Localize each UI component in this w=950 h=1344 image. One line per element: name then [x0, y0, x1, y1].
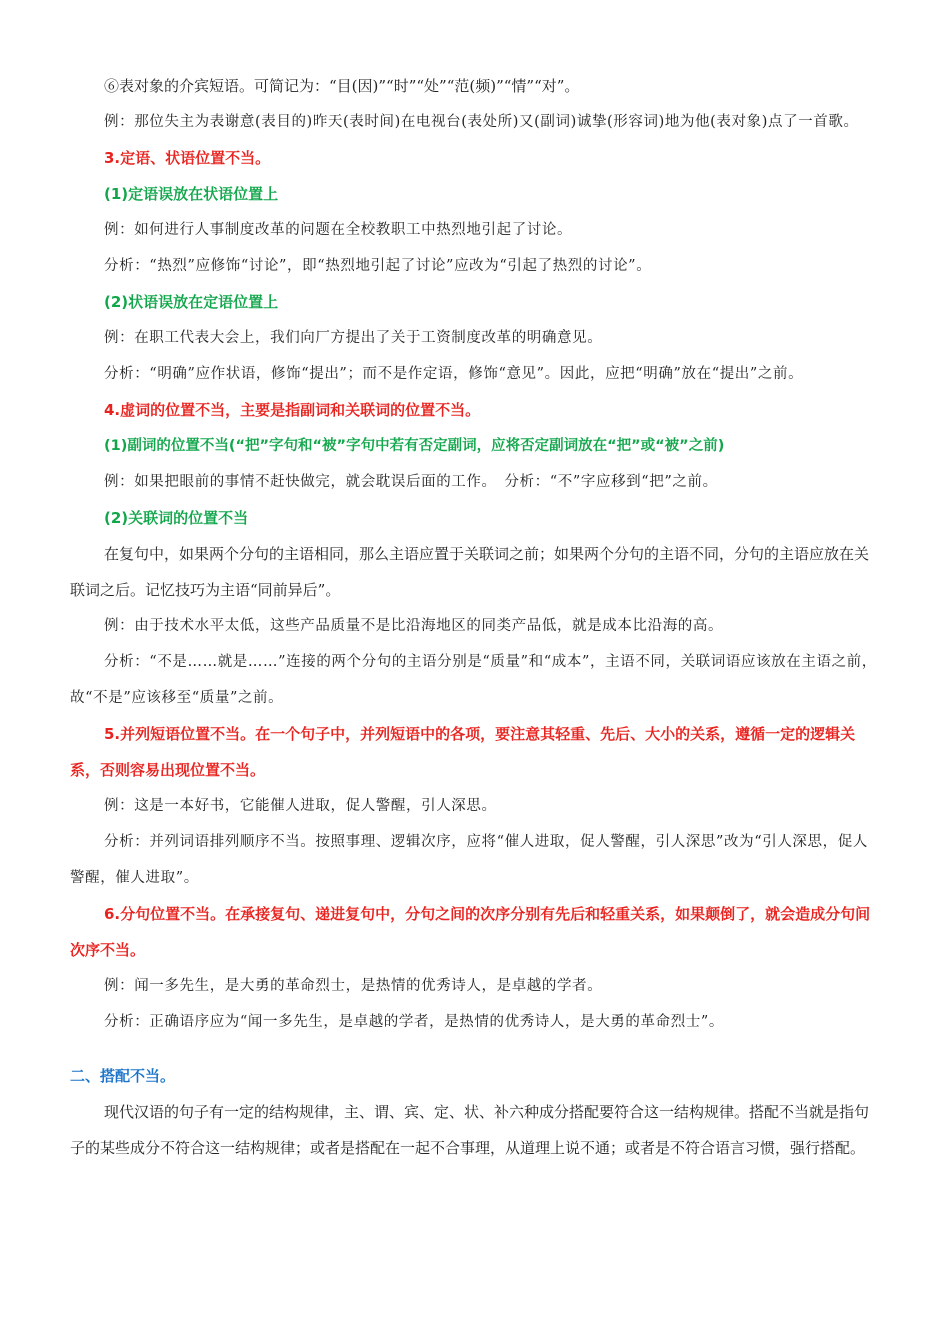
subheading-4-2: (2)关联词的位置不当 — [104, 509, 249, 527]
example-line: 例：这是一本好书，它能催人进取，促人警醒，引人深思。 — [104, 798, 497, 814]
example-line: 例：那位失主为表谢意(表目的)昨天(表时间)在电视台(表处所)又(副词)诚挚(形容词)地为他(表对象)点了一首歌。 — [104, 114, 859, 130]
body-paragraph: 现代汉语的句子有一定的结构规律，主、谓、宾、定、状、补六种成分搭配要符合这一结构规律。搭配不当就是指句子的某些成分不符合这一结构规律；或者是搭配在一起不合事理，从道理上说不通；或者是不符合语言习惯，强行搭配。 — [70, 1103, 870, 1157]
analysis-line: 分析：并列词语排列顺序不当。按照事理、逻辑次序，应将“催人进取，促人警醒，引人深思”改为“引人深思，促人警醒，催人进取”。 — [70, 834, 868, 886]
text-line: ⑥表对象的介宾短语。可简记为：“目(因)”“时”“处”“范(频)”“情”“对”。 — [104, 77, 580, 95]
section-heading-2: 二、搭配不当。 — [70, 1067, 176, 1085]
heading-6: 6.分句位置不当。在承接复句、递进复句中，分句之间的次序分别有先后和轻重关系，如果颠倒了，就会造成分句间次序不当。 — [70, 905, 871, 959]
body-paragraph: 在复句中，如果两个分句的主语相同，那么主语应置于关联词之前；如果两个分句的主语不同，分句的主语应放在关联词之后。记忆技巧为主语“同前异后”。 — [70, 545, 870, 599]
subheading-4-1: (1)副词的位置不当(“把”字句和“被”字句中若有否定副词，应将否定副词放在“把”或“被”之前) — [104, 438, 725, 454]
heading-4: 4.虚词的位置不当，主要是指副词和关联词的位置不当。 — [104, 401, 481, 419]
example-line: 例：如何进行人事制度改革的问题在全校教职工中热烈地引起了讨论。 — [104, 222, 573, 238]
analysis-line: 分析：“明确”应作状语，修饰“提出”；而不是作定语，修饰“意见”。因此，应把“明确”放在“提出”之前。 — [104, 366, 804, 382]
heading-3: 3.定语、状语位置不当。 — [104, 149, 271, 167]
analysis-line: 分析：“不是……就是……”连接的两个分句的主语分别是“质量”和“成本”，主语不同，关联词语应该放在主语之前，故“不是”应该移至“质量”之前。 — [70, 654, 877, 706]
example-line: 例：如果把眼前的事情不赶快做完，就会耽误后面的工作。 分析：“不”字应移到“把”之前。 — [104, 474, 718, 490]
analysis-line: 分析：正确语序应为“闻一多先生，是卓越的学者，是热情的优秀诗人，是大勇的革命烈士”。 — [104, 1014, 725, 1030]
example-line: 例：由于技术水平太低，这些产品质量不是比沿海地区的同类产品低，就是成本比沿海的高。 — [104, 618, 724, 634]
section-gap — [70, 1040, 880, 1058]
heading-5: 5.并列短语位置不当。在一个句子中，并列短语中的各项，要注意其轻重、先后、大小的关系，遵循一定的逻辑关系，否则容易出现位置不当。 — [70, 725, 856, 779]
example-line: 例：在职工代表大会上，我们向厂方提出了关于工资制度改革的明确意见。 — [104, 330, 603, 346]
subheading-3-1: (1)定语误放在状语位置上 — [104, 185, 279, 203]
example-line: 例：闻一多先生，是大勇的革命烈士，是热情的优秀诗人，是卓越的学者。 — [104, 978, 603, 994]
subheading-3-2: (2)状语误放在定语位置上 — [104, 293, 279, 311]
analysis-line: 分析：“热烈”应修饰“讨论”，即“热烈地引起了讨论”应改为“引起了热烈的讨论”。 — [104, 258, 652, 274]
document-page — [70, 68, 880, 1166]
